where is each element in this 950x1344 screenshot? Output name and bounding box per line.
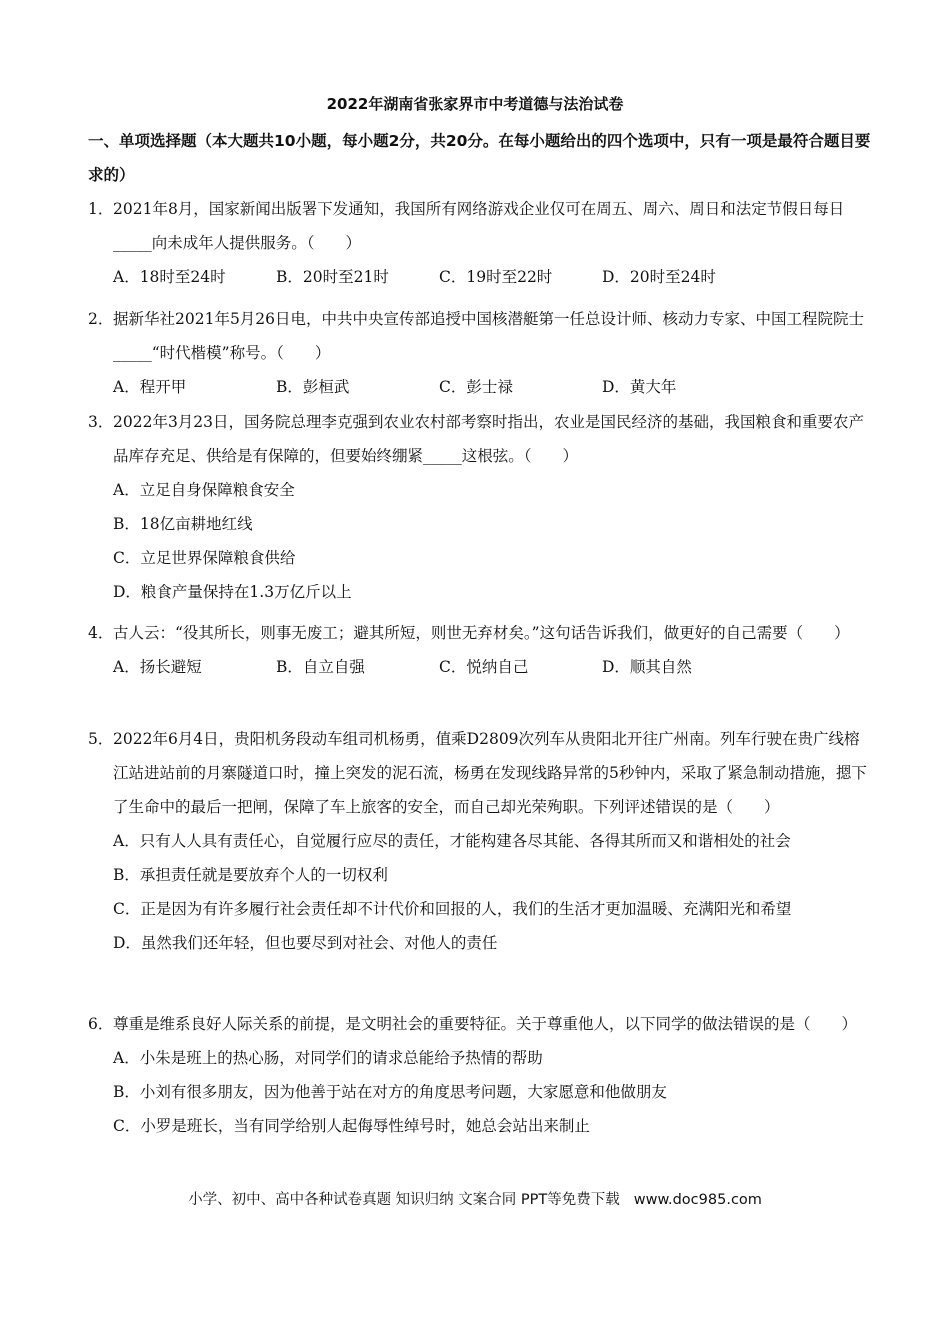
question-number: 3． (88, 413, 114, 431)
option-c[interactable]: C．悦纳自己 (439, 658, 529, 676)
footer-text: 小学、初中、高中各种试卷真题 知识归纳 文案合同 PPT等免费下载 (188, 1192, 620, 1208)
question-number: 2． (88, 310, 114, 328)
option-a[interactable]: A．立足自身保障粮食安全 (113, 481, 295, 499)
option-a[interactable]: A．只有人人具有责任心，自觉履行应尽的责任，才能构建各尽其能、各得其所而又和谐相处的社会 (113, 832, 791, 850)
options-row (88, 370, 872, 404)
option-d[interactable]: D．顺其自然 (602, 658, 692, 676)
question-4 (88, 616, 872, 684)
question-stem: 2021年8月，国家新闻出版署下发通知，我国所有网络游戏企业仅可在周五、周六、周日和法定节假日每日_____向未成年人提供服务。（ ） (113, 200, 845, 252)
footer-url-link[interactable]: www.doc985.com (633, 1192, 762, 1208)
option-b[interactable]: B．彭桓武 (276, 378, 350, 396)
options-row (88, 650, 872, 684)
question-5 (88, 722, 872, 960)
question-6 (88, 1007, 872, 1143)
page-title: 2022年湖南省张家界市中考道德与法治试卷 (326, 95, 624, 113)
option-b[interactable]: B．20时至21时 (276, 268, 389, 286)
question-number: 4． (88, 624, 114, 642)
question-stem: 尊重是维系良好人际关系的前提，是文明社会的重要特征。关于尊重他人，以下同学的做法错误的是（ ） (113, 1015, 858, 1033)
option-d[interactable]: D．20时至24时 (602, 268, 716, 286)
option-a[interactable]: A．程开甲 (113, 378, 187, 396)
option-d[interactable]: D．粮食产量保持在1.3万亿斤以上 (113, 583, 352, 601)
option-a[interactable]: A．18时至24时 (113, 268, 226, 286)
option-b[interactable]: B．18亿亩耕地红线 (113, 515, 253, 533)
section-heading: 一、单项选择题（本大题共10小题，每小题2分，共20分。在每小题给出的四个选项中，只有一项是最符合题目要求的） (88, 132, 871, 184)
question-1 (88, 192, 872, 294)
option-c[interactable]: C．立足世界保障粮食供给 (113, 549, 296, 567)
option-c[interactable]: C．正是因为有许多履行社会责任却不计代价和回报的人，我们的生活才更加温暖、充满阳光和希望 (113, 900, 792, 918)
question-stem: 2022年6月4日，贵阳机务段动车组司机杨勇，值乘D2809次列车从贵阳北开往广州南。列车行驶在贵广线榕江站进站前的月寨隧道口时，撞上突发的泥石流，杨勇在发现线路异常的5秒钟内，采取了紧急制动措施，摁下了生命中的最后一把闸，保障了车上旅客的安全，而自己却光荣殉职。下列评述错误的是（ ） (113, 730, 867, 816)
option-c[interactable]: C．小罗是班长，当有同学给别人起侮辱性绰号时，她总会站出来制止 (113, 1117, 590, 1135)
question-number: 6． (88, 1015, 114, 1033)
question-number: 1． (88, 200, 114, 218)
page-footer (0, 1188, 950, 1209)
option-b[interactable]: B．小刘有很多朋友，因为他善于站在对方的角度思考问题，大家愿意和他做朋友 (113, 1083, 667, 1101)
question-3 (88, 405, 872, 609)
option-a[interactable]: A．小朱是班上的热心肠，对同学们的请求总能给予热情的帮助 (113, 1049, 543, 1067)
question-stem: 2022年3月23日，国务院总理李克强到农业农村部考察时指出，农业是国民经济的基础，我国粮食和重要农产品库存充足、供给是有保障的，但要始终绷紧_____这根弦。（ ） (113, 413, 865, 465)
option-d[interactable]: D．黄大年 (602, 378, 677, 396)
question-2 (88, 302, 872, 404)
question-number: 5． (88, 730, 114, 748)
question-stem: 据新华社2021年5月26日电，中共中央宣传部追授中国核潜艇第一任总设计师、核动力专家、中国工程院院士_____“时代楷模”称号。（ ） (113, 310, 865, 362)
question-stem: 古人云：“役其所长，则事无废工；避其所短，则世无弃材矣。”这句话告诉我们，做更好的自己需要（ ） (113, 624, 850, 642)
option-d[interactable]: D．虽然我们还年轻，但也要尽到对社会、对他人的责任 (113, 934, 498, 952)
options-row (88, 260, 872, 294)
option-b[interactable]: B．承担责任就是要放弃个人的一切权利 (113, 866, 388, 884)
option-a[interactable]: A．扬长避短 (113, 658, 202, 676)
option-c[interactable]: C．彭士禄 (439, 378, 513, 396)
option-c[interactable]: C．19时至22时 (439, 268, 553, 286)
option-b[interactable]: B．自立自强 (276, 658, 365, 676)
